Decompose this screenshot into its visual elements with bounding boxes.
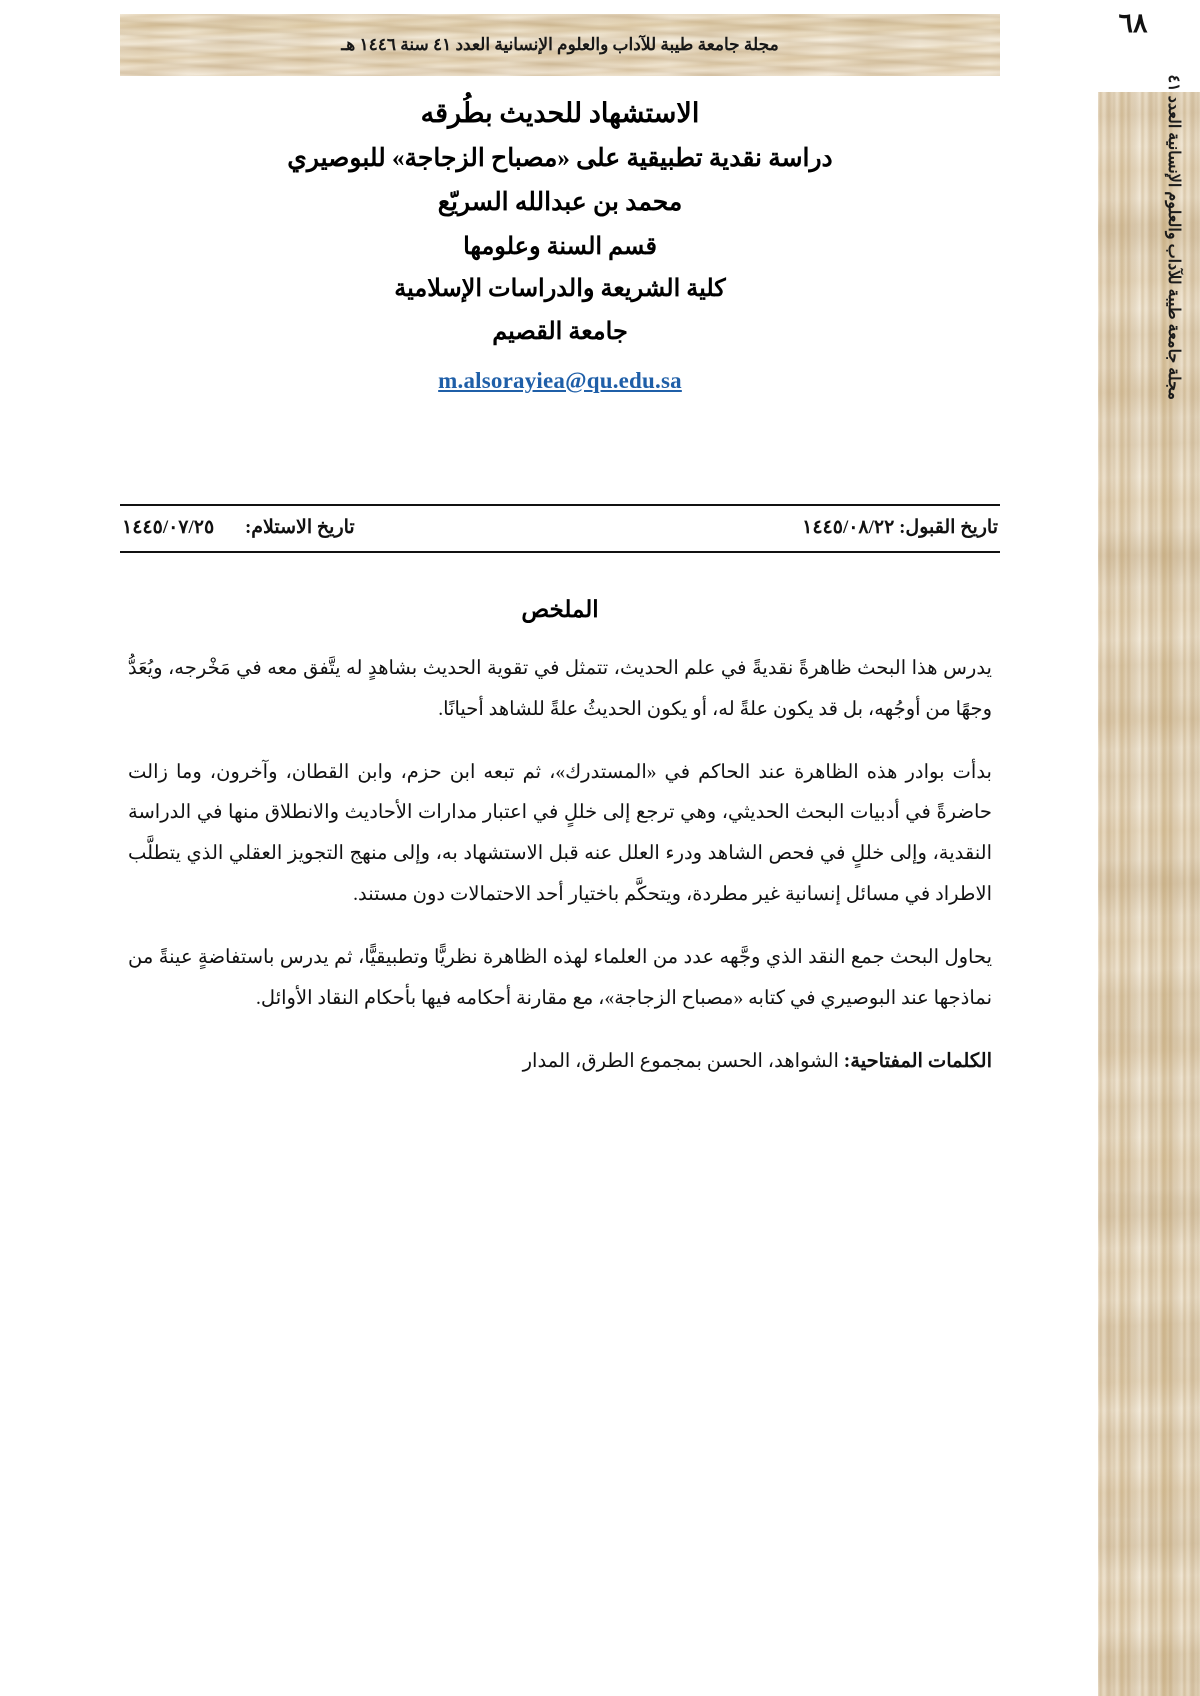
author-email-link[interactable]: m.alsorayiea@qu.edu.sa: [438, 367, 682, 393]
right-margin-strip: [1000, 0, 1200, 1696]
keywords-value: الشواهد، الحسن بمجموع الطرق، المدار: [522, 1051, 839, 1073]
strip-texture-top-mask: [1098, 38, 1200, 92]
title-block: [120, 76, 1000, 394]
author-name: محمد بن عبدالله السريّع: [437, 189, 683, 216]
author-university: جامعة القصيم: [492, 318, 628, 345]
running-head-band: [120, 14, 1000, 76]
received-date: [122, 516, 355, 539]
author-department: قسم السنة وعلومها: [463, 233, 657, 260]
dates-block: [120, 504, 1000, 553]
main-content: [120, 76, 1000, 1083]
running-head-text: مجلة جامعة طيبة للآداب والعلوم الإنسانية العدد ٤١ سنة ١٤٤٦ هـ: [341, 35, 779, 54]
author-college: كلية الشريعة والدراسات الإسلامية: [394, 276, 726, 303]
received-date-value: ١٤٤٥/٠٧/٢٥: [122, 516, 215, 538]
accepted-date-value: ١٤٤٥/٠٨/٢٢: [802, 516, 895, 538]
accepted-date: [802, 516, 998, 539]
received-date-label: تاريخ الاستلام:: [244, 516, 355, 538]
marbled-texture-strip: [1098, 38, 1200, 1696]
keywords-label: الكلمات المفتاحية:: [843, 1051, 992, 1073]
article-title-sub: دراسة نقدية تطبيقية على «مصباح الزجاجة» للبوصيري: [287, 145, 833, 173]
article-title-main: الاستشهاد للحديث بطُرقه: [420, 98, 700, 128]
abstract-heading: الملخص: [521, 596, 599, 622]
side-journal-title: مجلة جامعة طيبة للآداب والعلوم الإنسانية العدد ٤١: [1165, 74, 1182, 400]
abstract-paragraph: يحاول البحث جمع النقد الذي وجَّهه عدد من العلماء لهذه الظاهرة نظريًّا وتطبيقيًّا، ثم يدرس باستفاضةٍ عينةً من نماذجها عند البوصيري في كتابه «مصباح الزجاجة»، مع مقارنة أحكامه فيها بأحكام النقاد الأوائل.: [128, 947, 992, 1010]
keywords-line: [128, 1042, 992, 1083]
abstract-paragraph: يدرس هذا البحث ظاهرةً نقديةً في علم الحديث، تتمثل في تقوية الحديث بشاهدٍ له يتَّفق معه في مَخْرجه، ويُعَدُّ وجهًا من أوجُهه، بل قد يكون علةً له، أو يكون الحديثُ علةً للشاهد أحيانًا.: [128, 657, 992, 720]
abstract-paragraph: بدأت بوادر هذه الظاهرة عند الحاكم في «المستدرك»، ثم تبعه ابن حزم، وابن القطان، وآخرون، وما زالت حاضرةً في أدبيات البحث الحديثي، وهي ترجع إلى خللٍ في اعتبار مدارات الأحاديث والانطلاق منها في الدراسة النقدية، وإلى خللٍ في فحص الشاهد ودرء العلل عنه قبل الاستشهاد به، وإلى منهج التجويز العقلي الذي يتطلَّب الاطراد في مسائل إنسانية غير مطردة، ويتحكَّم باختيار أحد الاحتمالات دون مستند.: [128, 761, 992, 906]
accepted-date-label: تاريخ القبول:: [899, 516, 998, 538]
abstract-body: [120, 649, 1000, 1083]
page-number: ٦٨: [1118, 8, 1148, 38]
